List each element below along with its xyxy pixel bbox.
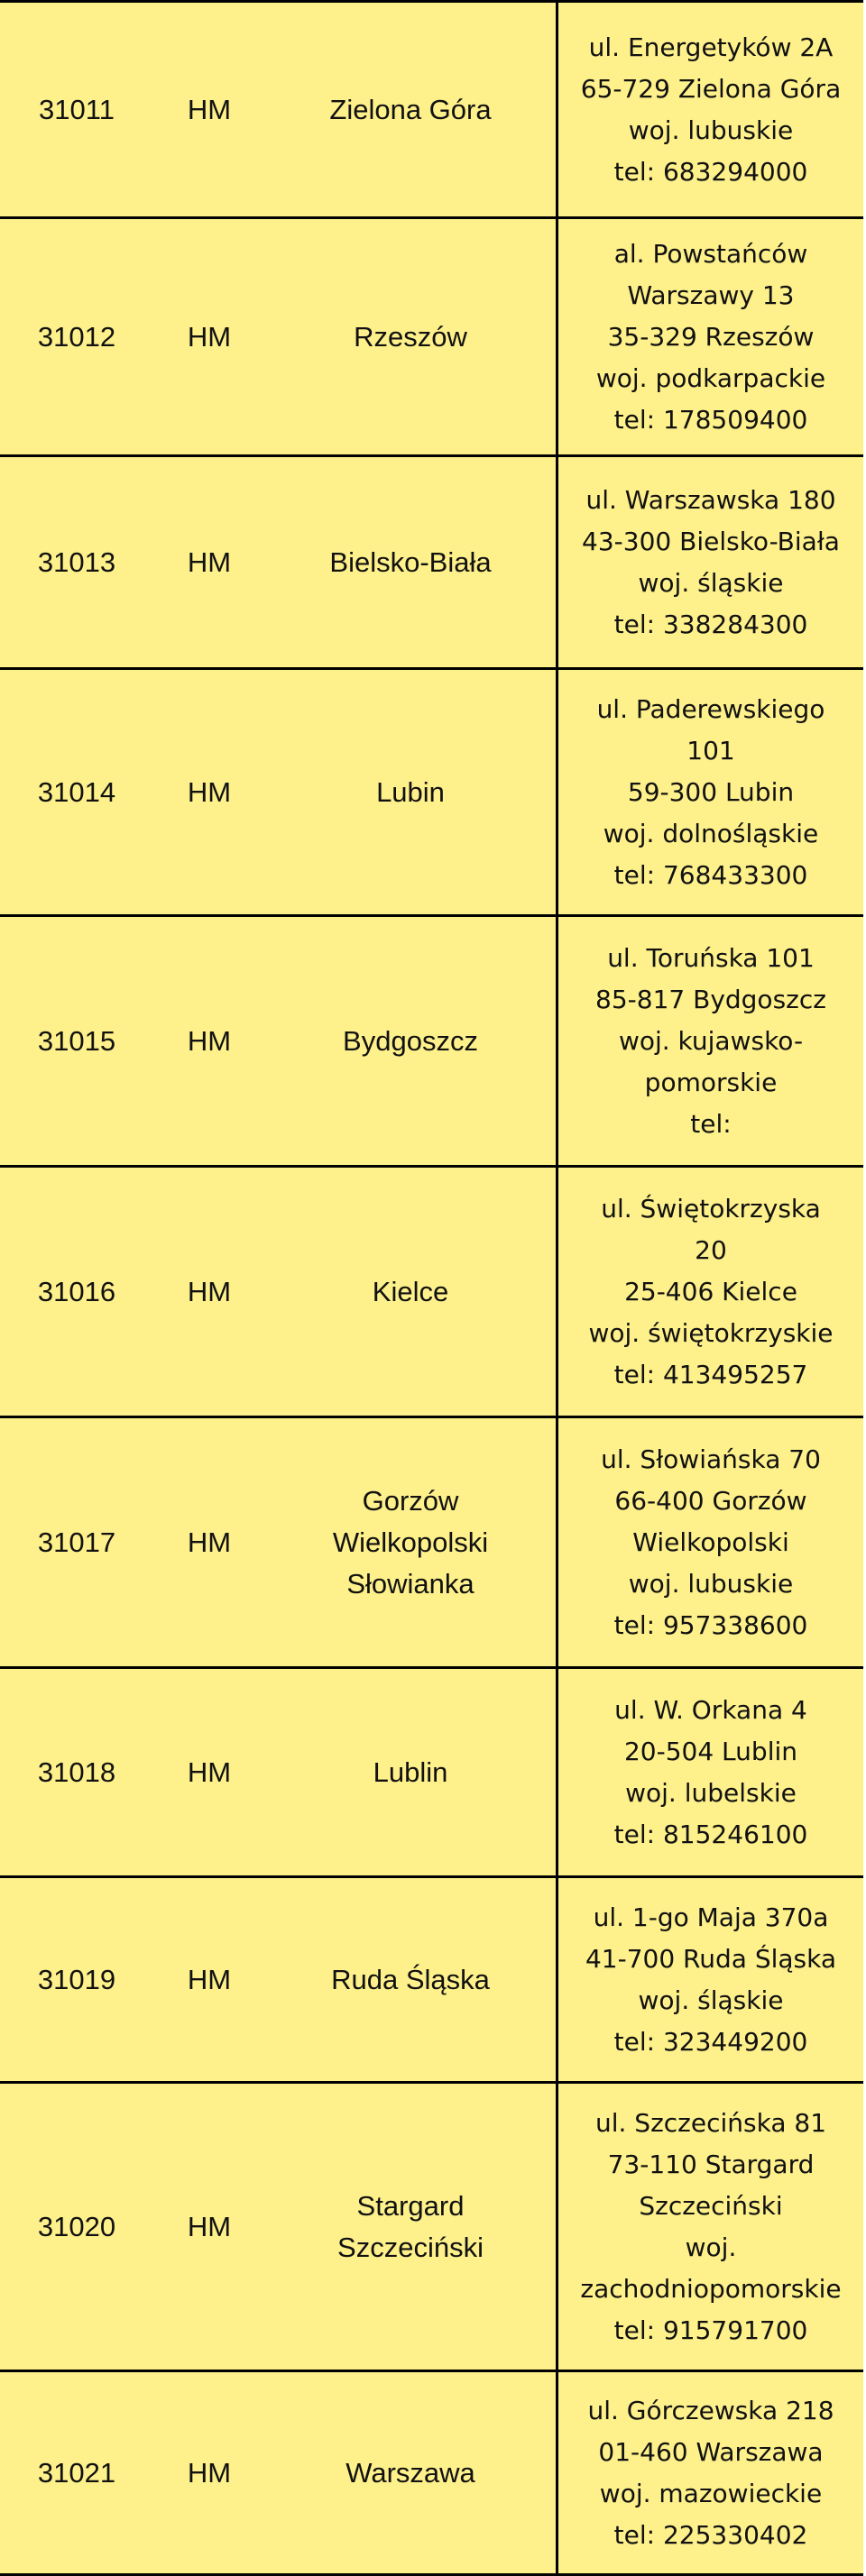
table-row — [0, 1416, 863, 1666]
store-type: HM — [187, 775, 232, 808]
address-line: tel: 683294000 — [613, 156, 808, 187]
city-line: Zielona Góra — [329, 93, 492, 125]
store-type: HM — [187, 1963, 232, 1995]
store-city — [265, 670, 558, 914]
table-row — [0, 2081, 863, 2370]
address-line: tel: 413495257 — [613, 1359, 808, 1389]
store-address — [558, 1418, 863, 1666]
address-line: ul. Paderewskiego — [596, 693, 825, 724]
address-line: ul. Warszawska 180 — [585, 484, 836, 515]
store-id: 31017 — [37, 1526, 116, 1558]
store-type: HM — [187, 2210, 232, 2242]
store-type: HM — [187, 545, 232, 578]
store-address — [558, 457, 863, 667]
store-city — [265, 3, 558, 216]
city-line: Bydgoszcz — [343, 1024, 478, 1057]
address-line: tel: 178509400 — [613, 404, 808, 435]
store-type: HM — [187, 1526, 232, 1558]
store-id: 31013 — [37, 545, 116, 578]
address-line: woj. podkarpackie — [595, 362, 826, 393]
address-line: woj. lubuskie — [628, 115, 794, 145]
city-line: Wielkopolski — [332, 1526, 489, 1558]
store-city — [265, 2084, 558, 2370]
address-line: tel: 915791700 — [613, 2315, 808, 2345]
city-line: Lublin — [373, 1756, 448, 1788]
store-city — [265, 1878, 558, 2081]
address-line: ul. Górczewska 218 — [587, 2395, 834, 2425]
address-line: woj. śląskie — [638, 1985, 784, 2015]
address-line: ul. 1-go Maja 370a — [593, 1902, 829, 1932]
city-line: Kielce — [372, 1275, 449, 1307]
store-type: HM — [187, 2456, 232, 2489]
store-address — [558, 1669, 863, 1875]
address-line: 66-400 Gorzów — [614, 1485, 807, 1516]
address-line: 01-460 Warszawa — [598, 2436, 824, 2467]
table-row — [0, 2370, 863, 2573]
address-line: tel: 815246100 — [613, 1819, 808, 1849]
address-line: woj. śląskie — [638, 567, 784, 598]
address-line: woj. lubuskie — [628, 1568, 794, 1599]
store-address — [558, 2372, 863, 2573]
store-id: 31019 — [37, 1963, 116, 1995]
table-row — [0, 1666, 863, 1875]
address-line: ul. Szczecińska 81 — [594, 2107, 827, 2138]
address-line: woj. dolnośląskie — [603, 818, 819, 848]
address-line: zachodniopomorskie — [580, 2273, 842, 2304]
store-type: HM — [187, 1756, 232, 1788]
store-city — [265, 2372, 558, 2573]
store-address — [558, 219, 863, 454]
store-address — [558, 917, 863, 1165]
table-row — [0, 0, 863, 216]
address-line: 85-817 Bydgoszcz — [595, 984, 826, 1014]
table-row — [0, 216, 863, 454]
table-row — [0, 1875, 863, 2081]
store-type: HM — [187, 320, 232, 353]
store-city — [265, 457, 558, 667]
store-address — [558, 3, 863, 216]
address-line: ul. Słowiańska 70 — [601, 1444, 821, 1474]
address-line: 65-729 Zielona Góra — [580, 73, 842, 104]
store-city — [265, 1168, 558, 1416]
address-line: ul. Toruńska 101 — [607, 942, 815, 973]
store-id: 31021 — [37, 2456, 116, 2489]
city-line: Bielsko-Biała — [329, 545, 492, 578]
address-line: 20 — [695, 1234, 727, 1265]
store-address — [558, 670, 863, 914]
address-line: ul. W. Orkana 4 — [614, 1694, 807, 1725]
store-city — [265, 917, 558, 1165]
city-line: Warszawa — [345, 2456, 475, 2489]
address-line: tel: 323449200 — [613, 2026, 808, 2057]
store-address — [558, 1878, 863, 2081]
city-line: Lubin — [376, 775, 445, 808]
store-city — [265, 1669, 558, 1875]
city-line: Szczeciński — [337, 2231, 484, 2263]
address-line: 25-406 Kielce — [624, 1276, 797, 1306]
address-line: woj. kujawsko- — [618, 1025, 804, 1056]
store-id: 31016 — [37, 1275, 116, 1307]
address-line: woj. świętokrzyskie — [588, 1317, 834, 1348]
table-row — [0, 1165, 863, 1416]
address-line: Wielkopolski — [632, 1526, 789, 1557]
city-line: Gorzów — [362, 1484, 459, 1517]
address-line: 59-300 Lubin — [627, 776, 795, 807]
table-row — [0, 914, 863, 1165]
store-city — [265, 1418, 558, 1666]
store-type: HM — [187, 93, 232, 125]
city-line: Rzeszów — [354, 320, 467, 353]
store-id: 31015 — [37, 1024, 116, 1057]
address-line: tel: 957338600 — [613, 1609, 808, 1640]
address-line: Szczeciński — [639, 2190, 783, 2221]
city-line: Ruda Śląska — [331, 1963, 490, 1995]
store-id: 31020 — [37, 2210, 116, 2242]
address-line: woj. lubelskie — [625, 1777, 797, 1808]
table-row — [0, 667, 863, 914]
address-line: 73-110 Stargard — [607, 2149, 815, 2179]
store-city — [265, 219, 558, 454]
address-line: 41-700 Ruda Śląska — [585, 1943, 837, 1974]
store-id: 31018 — [37, 1756, 116, 1788]
address-line: ul. Świętokrzyska — [601, 1193, 821, 1224]
table-row — [0, 454, 863, 667]
store-type: HM — [187, 1024, 232, 1057]
city-line: Słowianka — [346, 1567, 474, 1600]
store-type: HM — [187, 1275, 232, 1307]
address-line: woj. mazowieckie — [599, 2478, 823, 2508]
address-line: pomorskie — [644, 1067, 778, 1097]
store-id: 31011 — [39, 93, 115, 125]
store-id: 31012 — [37, 320, 116, 353]
store-address — [558, 1168, 863, 1416]
address-line: 101 — [686, 735, 735, 765]
address-line: 43-300 Bielsko-Biała — [582, 526, 840, 556]
address-line: Warszawy 13 — [627, 280, 795, 310]
address-line: woj. — [685, 2232, 737, 2262]
address-line: tel: 338284300 — [613, 609, 808, 639]
store-address — [558, 2084, 863, 2370]
address-line: tel: 225330402 — [613, 2519, 808, 2550]
address-line: tel: — [690, 1108, 732, 1139]
address-line: ul. Energetyków 2A — [588, 32, 834, 62]
address-line: tel: 768433300 — [613, 859, 808, 890]
city-line: Stargard — [356, 2189, 465, 2222]
address-line: al. Powstańców — [613, 238, 808, 269]
store-id: 31014 — [37, 775, 116, 808]
address-line: 35-329 Rzeszów — [607, 321, 815, 352]
address-line: 20-504 Lublin — [623, 1736, 797, 1766]
